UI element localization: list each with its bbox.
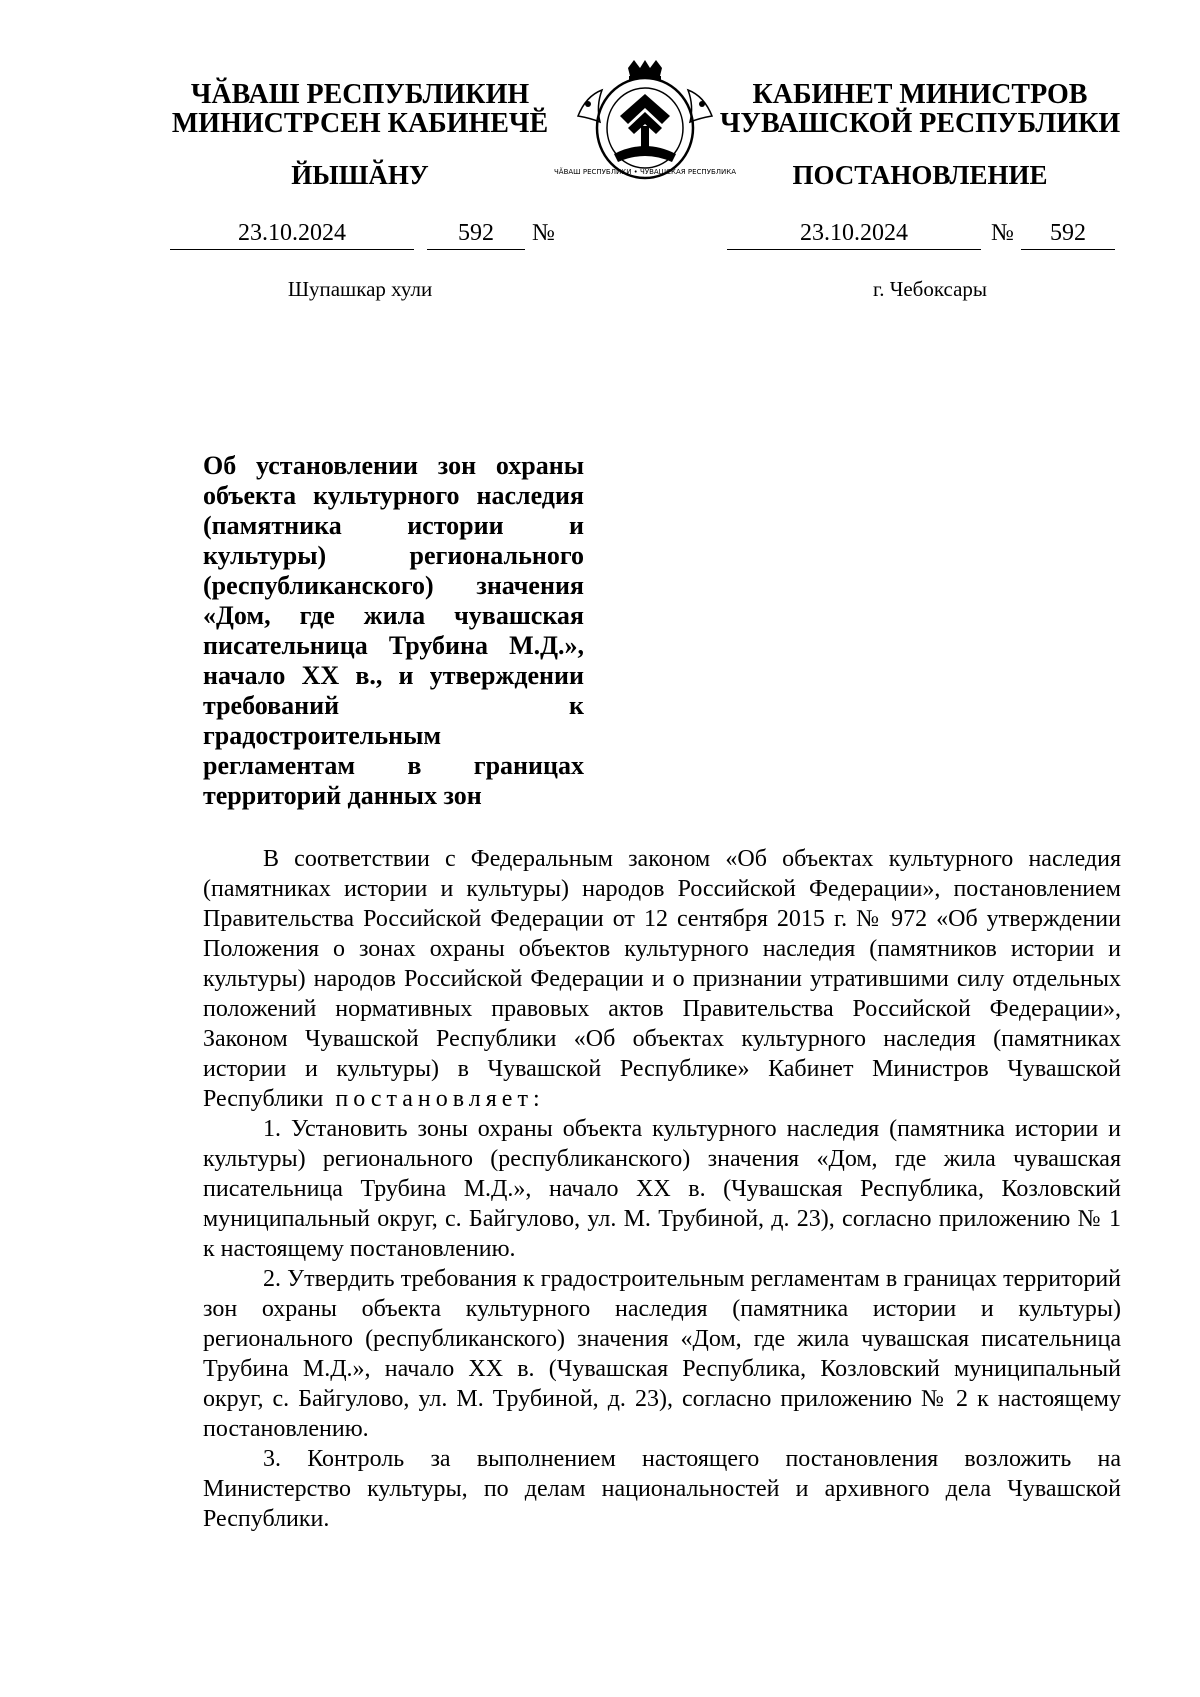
item-3: 3. Контроль за выполнением настоящего постановления возложить на Министерство культуры, по делам национальностей и архивного дела Чувашской Республики. <box>203 1446 1121 1532</box>
svg-text:ЧӐВАШ РЕСПУБЛИКИ • ЧУВАШСКАЯ Р: ЧӐВАШ РЕСПУБЛИКИ • ЧУВАШСКАЯ РЕСПУБЛИКА <box>553 168 737 176</box>
date-number-right <box>727 220 1117 250</box>
resolves-word: постановляет: <box>335 1086 545 1112</box>
document-body <box>203 844 1121 1534</box>
place-right: г. Чебоксары <box>872 277 988 301</box>
coat-of-arms-icon <box>553 56 737 184</box>
date-number-left <box>170 220 555 250</box>
doc-type-left: ЙЫШӐНУ <box>291 160 429 190</box>
header-left <box>140 80 580 138</box>
number-left: 592 <box>427 220 525 250</box>
number-right: 592 <box>1021 220 1115 250</box>
header-left-line1: ЧӐВАШ РЕСПУБЛИКИН <box>190 79 530 110</box>
preamble-paragraph <box>203 844 1121 1114</box>
header-right-line2: ЧУВАШСКОЙ РЕСПУБЛИКИ <box>719 108 1121 139</box>
doc-type-right: ПОСТАНОВЛЕНИЕ <box>792 160 1048 190</box>
number-sign-left: № <box>532 220 555 246</box>
header-right <box>710 80 1130 138</box>
header-right-line1: КАБИНЕТ МИНИСТРОВ <box>752 79 1088 110</box>
date-right: 23.10.2024 <box>727 220 981 250</box>
item-1: 1. Установить зоны охраны объекта культурного наследия (памятника истории и культуры) регионального (республиканского) значения «Дом, где жила чувашская писательница Трубина М.Д.», начало XX в. (Чувашская Республика, Козловский муниципальный округ, с. Байгулово, ул. М. Трубиной, д. 23), согласно приложению № 1 к настоящему постановлению. <box>203 1116 1121 1262</box>
document-title: Об установлении зон охраны объекта культурного наследия (памятника истории и культуры) регионального (республиканского) значения «Дом, где жила чувашская писательница Трубина М.Д.», начало XX в., и утверждении требований к градостроительным регламентам в границах территорий данных зон <box>203 451 584 810</box>
number-sign-right: № <box>991 220 1014 246</box>
place-left: Шупашкар хули <box>287 277 433 301</box>
preamble-text: В соответствии с Федеральным законом «Об объектах культурного наследия (памятниках истории и культуры) народов Российской Федерации», постановлением Правительства Российской Федерации от 12 сентября 2015 г. № 972 «Об утверждении Положения о зонах охраны объектов культурного наследия (памятников истории и культуры) народов Российской Федерации и о признании утратившими силу отдельных положений нормативных правовых актов Правительства Российской Федерации», Законом Чувашской Республики «Об объектах культурного наследия (памятниках истории и культуры) в Чувашской Республике» Кабинет Министров Чувашской Республики <box>203 846 1121 1112</box>
item-2: 2. Утвердить требования к градостроительным регламентам в границах территорий зон охраны объекта культурного наследия (памятника истории и культуры) регионального (республиканского) значения «Дом, где жила чувашская писательница Трубина М.Д.», начало XX в. (Чувашская Республика, Козловский муниципальный округ, с. Байгулово, ул. М. Трубиной, д. 23), согласно приложению № 2 к настоящему постановлению. <box>203 1266 1121 1442</box>
date-left: 23.10.2024 <box>170 220 414 250</box>
header-left-line2: МИНИСТРСЕН КАБИНЕЧӖ <box>171 108 549 139</box>
